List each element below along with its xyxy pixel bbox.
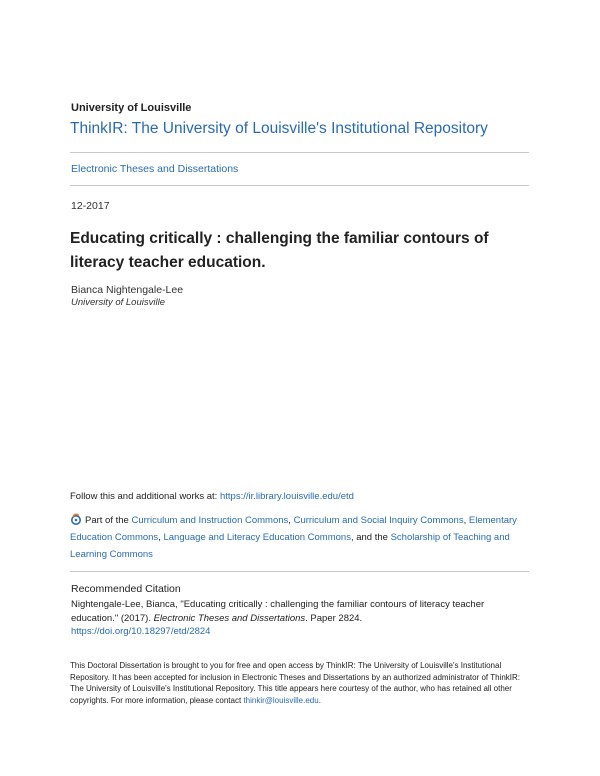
- publication-date: 12-2017: [71, 200, 110, 212]
- footer-end: .: [318, 695, 321, 705]
- divider: [70, 571, 529, 572]
- discipline-link[interactable]: Curriculum and Social Inquiry Commons: [293, 515, 464, 526]
- document-title: Educating critically : challenging the familiar contours of literacy teacher education.: [70, 230, 489, 271]
- author-name: Bianca Nightengale-Lee: [71, 284, 184, 296]
- repository-link[interactable]: ThinkIR: The University of Louisville's Institutional Repository: [70, 120, 488, 137]
- follow-label: Follow this and additional works at:: [70, 491, 220, 502]
- follow-line: [70, 491, 354, 502]
- divider: [70, 185, 529, 186]
- part-of-disciplines: [70, 512, 530, 563]
- footer-notice: [70, 660, 532, 706]
- discipline-link[interactable]: Scholarship of Teaching and Learning Commons: [70, 532, 510, 560]
- discipline-link[interactable]: Curriculum and Instruction Commons: [131, 515, 289, 526]
- author-affiliation: University of Louisville: [71, 297, 165, 308]
- citation-text: [71, 598, 531, 639]
- citation-heading: Recommended Citation: [71, 583, 181, 595]
- citation-journal: Electronic Theses and Dissertations: [153, 612, 306, 624]
- institution-name: University of Louisville: [71, 102, 192, 114]
- collection-url-link[interactable]: https://ir.library.louisville.edu/etd: [219, 491, 354, 502]
- separator: ,: [158, 532, 164, 543]
- doi-link[interactable]: https://doi.org/10.18297/etd/2824: [71, 626, 211, 637]
- citation-body: Nightengale-Lee, Bianca, "Educating critically : challenging the familiar contours of literacy teacher education." (2017).: [71, 599, 485, 624]
- and-text: , and the: [350, 532, 391, 543]
- series-link[interactable]: Electronic Theses and Dissertations: [71, 163, 239, 175]
- open-access-icon: [70, 513, 82, 525]
- footer-text: This Doctoral Dissertation is brought to you for free and open access by ThinkIR: The University of Louisville's Institutional Repository. It has been accepted for inclusion in Electronic Theses and Dissertations by an authorized administrator of ThinkIR: The University of Louisville's Institutional Repository. This title appears here courtesy of the author, who has retained all other copyrights. For more information, please contact: [70, 661, 521, 705]
- discipline-link[interactable]: Language and Literacy Education Commons: [163, 532, 351, 543]
- divider: [70, 152, 529, 153]
- citation-paper: . Paper 2824.: [305, 612, 363, 624]
- separator: ,: [288, 515, 294, 526]
- part-of-prefix: Part of the: [85, 515, 132, 526]
- separator: ,: [463, 515, 469, 526]
- contact-email-link[interactable]: thinkir@louisville.edu: [243, 695, 319, 705]
- discipline-link[interactable]: Elementary Education Commons: [70, 515, 517, 543]
